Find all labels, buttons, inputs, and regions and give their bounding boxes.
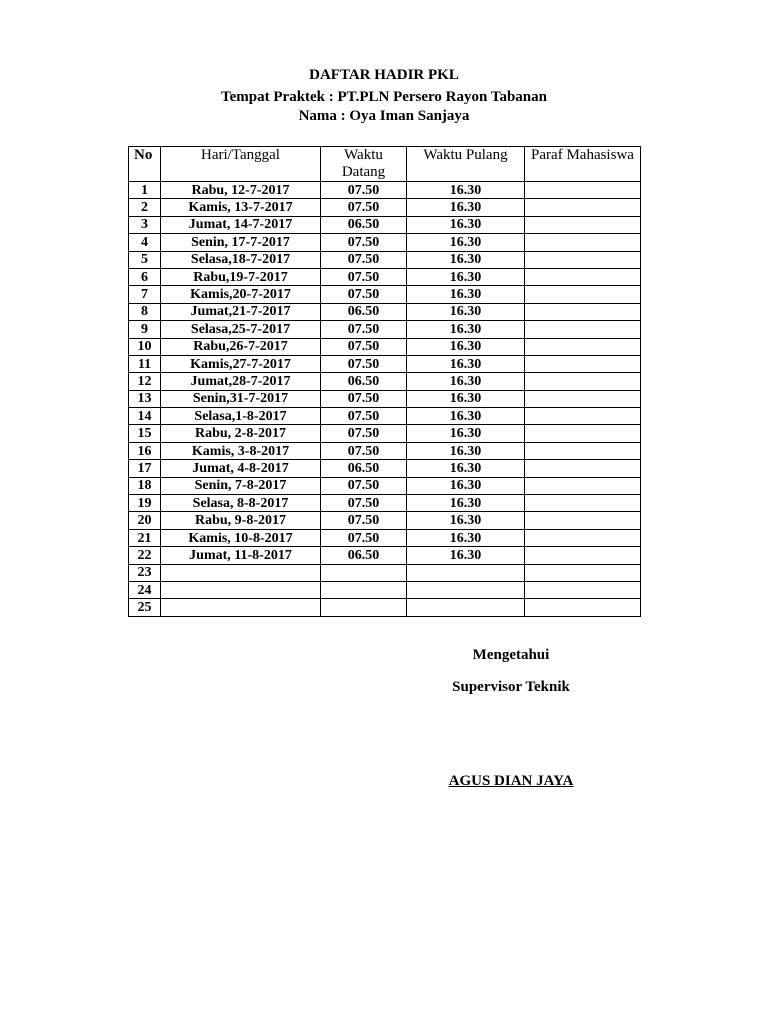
cell-leave: 16.30: [407, 512, 525, 529]
cell-date: Senin,31-7-2017: [161, 390, 321, 407]
cell-no: 3: [129, 216, 161, 233]
table-row: [129, 234, 641, 251]
table-row: [129, 581, 641, 598]
table-row: [129, 547, 641, 564]
cell-no: 22: [129, 547, 161, 564]
cell-sign: [525, 338, 641, 355]
cell-date: Kamis, 3-8-2017: [161, 442, 321, 459]
cell-leave: 16.30: [407, 303, 525, 320]
cell-arrive: 06.50: [321, 373, 407, 390]
table-row: [129, 216, 641, 233]
col-header-arrive: Waktu Datang: [321, 147, 407, 182]
table-row: [129, 338, 641, 355]
cell-sign: [525, 477, 641, 494]
cell-no: 15: [129, 425, 161, 442]
cell-arrive: 07.50: [321, 338, 407, 355]
cell-sign: [525, 182, 641, 199]
cell-date: Senin, 7-8-2017: [161, 477, 321, 494]
cell-date: Selasa,18-7-2017: [161, 251, 321, 268]
student-name: Nama : Oya Iman Sanjaya: [298, 108, 470, 124]
cell-date: Jumat, 4-8-2017: [161, 460, 321, 477]
cell-no: 16: [129, 442, 161, 459]
cell-leave: [407, 599, 525, 616]
cell-date: Jumat,28-7-2017: [161, 373, 321, 390]
cell-sign: [525, 251, 641, 268]
cell-sign: [525, 460, 641, 477]
table-row: [129, 564, 641, 581]
cell-date: Jumat, 11-8-2017: [161, 547, 321, 564]
cell-date: Selasa,1-8-2017: [161, 408, 321, 425]
cell-sign: [525, 425, 641, 442]
table-row: [129, 303, 641, 320]
col-header-date: Hari/Tanggal: [161, 147, 321, 182]
cell-date: Rabu, 12-7-2017: [161, 182, 321, 199]
cell-no: 2: [129, 199, 161, 216]
cell-leave: 16.30: [407, 321, 525, 338]
attendance-table: [128, 146, 641, 617]
table-row: [129, 373, 641, 390]
col-header-no: No: [129, 147, 161, 182]
cell-date: Kamis, 10-8-2017: [161, 529, 321, 546]
cell-no: 11: [129, 355, 161, 372]
cell-date: Rabu, 9-8-2017: [161, 512, 321, 529]
cell-leave: 16.30: [407, 373, 525, 390]
cell-arrive: 07.50: [321, 425, 407, 442]
cell-arrive: [321, 564, 407, 581]
table-row: [129, 321, 641, 338]
cell-leave: 16.30: [407, 425, 525, 442]
cell-leave: 16.30: [407, 547, 525, 564]
cell-leave: 16.30: [407, 234, 525, 251]
cell-leave: 16.30: [407, 442, 525, 459]
table-row: [129, 460, 641, 477]
cell-sign: [525, 442, 641, 459]
cell-no: 9: [129, 321, 161, 338]
cell-leave: 16.30: [407, 495, 525, 512]
cell-date: Kamis,20-7-2017: [161, 286, 321, 303]
cell-date: Kamis, 13-7-2017: [161, 199, 321, 216]
cell-arrive: 07.50: [321, 495, 407, 512]
table-row: [129, 599, 641, 616]
cell-sign: [525, 268, 641, 285]
cell-date: [161, 564, 321, 581]
cell-sign: [525, 564, 641, 581]
cell-leave: 16.30: [407, 182, 525, 199]
cell-date: [161, 581, 321, 598]
cell-no: 13: [129, 390, 161, 407]
cell-sign: [525, 390, 641, 407]
cell-sign: [525, 321, 641, 338]
table-row: [129, 529, 641, 546]
cell-date: Senin, 17-7-2017: [161, 234, 321, 251]
cell-no: 1: [129, 182, 161, 199]
table-row: [129, 477, 641, 494]
cell-arrive: 06.50: [321, 460, 407, 477]
cell-leave: 16.30: [407, 216, 525, 233]
cell-sign: [525, 599, 641, 616]
cell-sign: [525, 355, 641, 372]
cell-no: 21: [129, 529, 161, 546]
cell-arrive: 07.50: [321, 355, 407, 372]
cell-leave: 16.30: [407, 477, 525, 494]
cell-no: 6: [129, 268, 161, 285]
cell-date: Selasa,25-7-2017: [161, 321, 321, 338]
cell-leave: 16.30: [407, 355, 525, 372]
cell-leave: 16.30: [407, 390, 525, 407]
cell-no: 7: [129, 286, 161, 303]
cell-date: Kamis,27-7-2017: [161, 355, 321, 372]
cell-leave: 16.30: [407, 338, 525, 355]
cell-sign: [525, 529, 641, 546]
cell-sign: [525, 495, 641, 512]
cell-sign: [525, 234, 641, 251]
cell-arrive: 07.50: [321, 477, 407, 494]
cell-sign: [525, 547, 641, 564]
table-row: [129, 425, 641, 442]
cell-arrive: 07.50: [321, 390, 407, 407]
practice-place: Tempat Praktek : PT.PLN Persero Rayon Tabanan: [221, 89, 547, 105]
cell-no: 25: [129, 599, 161, 616]
cell-sign: [525, 408, 641, 425]
cell-arrive: 07.50: [321, 286, 407, 303]
supervisor-role: Supervisor Teknik: [452, 679, 570, 695]
cell-no: 8: [129, 303, 161, 320]
cell-no: 18: [129, 477, 161, 494]
cell-arrive: 06.50: [321, 547, 407, 564]
cell-arrive: [321, 599, 407, 616]
cell-leave: 16.30: [407, 529, 525, 546]
cell-arrive: 07.50: [321, 199, 407, 216]
cell-arrive: 07.50: [321, 321, 407, 338]
cell-sign: [525, 373, 641, 390]
cell-no: 19: [129, 495, 161, 512]
table-row: [129, 182, 641, 199]
acknowledge-label: Mengetahui: [472, 647, 550, 663]
cell-date: [161, 599, 321, 616]
cell-date: Selasa, 8-8-2017: [161, 495, 321, 512]
table-row: [129, 495, 641, 512]
cell-leave: 16.30: [407, 199, 525, 216]
supervisor-name: AGUS DIAN JAYA: [448, 773, 574, 789]
table-row: [129, 442, 641, 459]
cell-sign: [525, 199, 641, 216]
table-row: [129, 390, 641, 407]
cell-arrive: 07.50: [321, 442, 407, 459]
cell-date: Rabu,19-7-2017: [161, 268, 321, 285]
cell-arrive: 06.50: [321, 216, 407, 233]
cell-no: 14: [129, 408, 161, 425]
cell-leave: [407, 581, 525, 598]
cell-sign: [525, 303, 641, 320]
cell-leave: [407, 564, 525, 581]
cell-arrive: 07.50: [321, 268, 407, 285]
cell-date: Rabu, 2-8-2017: [161, 425, 321, 442]
table-row: [129, 408, 641, 425]
cell-no: 20: [129, 512, 161, 529]
col-header-sign: Paraf Mahasiswa: [525, 147, 641, 182]
cell-date: Jumat,21-7-2017: [161, 303, 321, 320]
table-row: [129, 268, 641, 285]
cell-leave: 16.30: [407, 268, 525, 285]
table-row: [129, 199, 641, 216]
cell-leave: 16.30: [407, 286, 525, 303]
cell-no: 4: [129, 234, 161, 251]
cell-leave: 16.30: [407, 251, 525, 268]
cell-date: Rabu,26-7-2017: [161, 338, 321, 355]
cell-no: 10: [129, 338, 161, 355]
cell-arrive: 07.50: [321, 182, 407, 199]
cell-leave: 16.30: [407, 460, 525, 477]
document-title: DAFTAR HADIR PKL: [309, 67, 459, 83]
cell-no: 17: [129, 460, 161, 477]
cell-sign: [525, 216, 641, 233]
cell-arrive: 07.50: [321, 251, 407, 268]
cell-no: 23: [129, 564, 161, 581]
cell-leave: 16.30: [407, 408, 525, 425]
cell-arrive: [321, 581, 407, 598]
cell-arrive: 06.50: [321, 303, 407, 320]
table-row: [129, 355, 641, 372]
cell-date: Jumat, 14-7-2017: [161, 216, 321, 233]
table-header-row: [129, 147, 641, 182]
cell-no: 12: [129, 373, 161, 390]
cell-sign: [525, 581, 641, 598]
cell-sign: [525, 286, 641, 303]
cell-no: 5: [129, 251, 161, 268]
col-header-leave: Waktu Pulang: [407, 147, 525, 182]
table-row: [129, 251, 641, 268]
table-row: [129, 286, 641, 303]
cell-arrive: 07.50: [321, 512, 407, 529]
cell-arrive: 07.50: [321, 529, 407, 546]
cell-no: 24: [129, 581, 161, 598]
table-row: [129, 512, 641, 529]
table-body: [129, 182, 641, 617]
cell-sign: [525, 512, 641, 529]
cell-arrive: 07.50: [321, 408, 407, 425]
cell-arrive: 07.50: [321, 234, 407, 251]
